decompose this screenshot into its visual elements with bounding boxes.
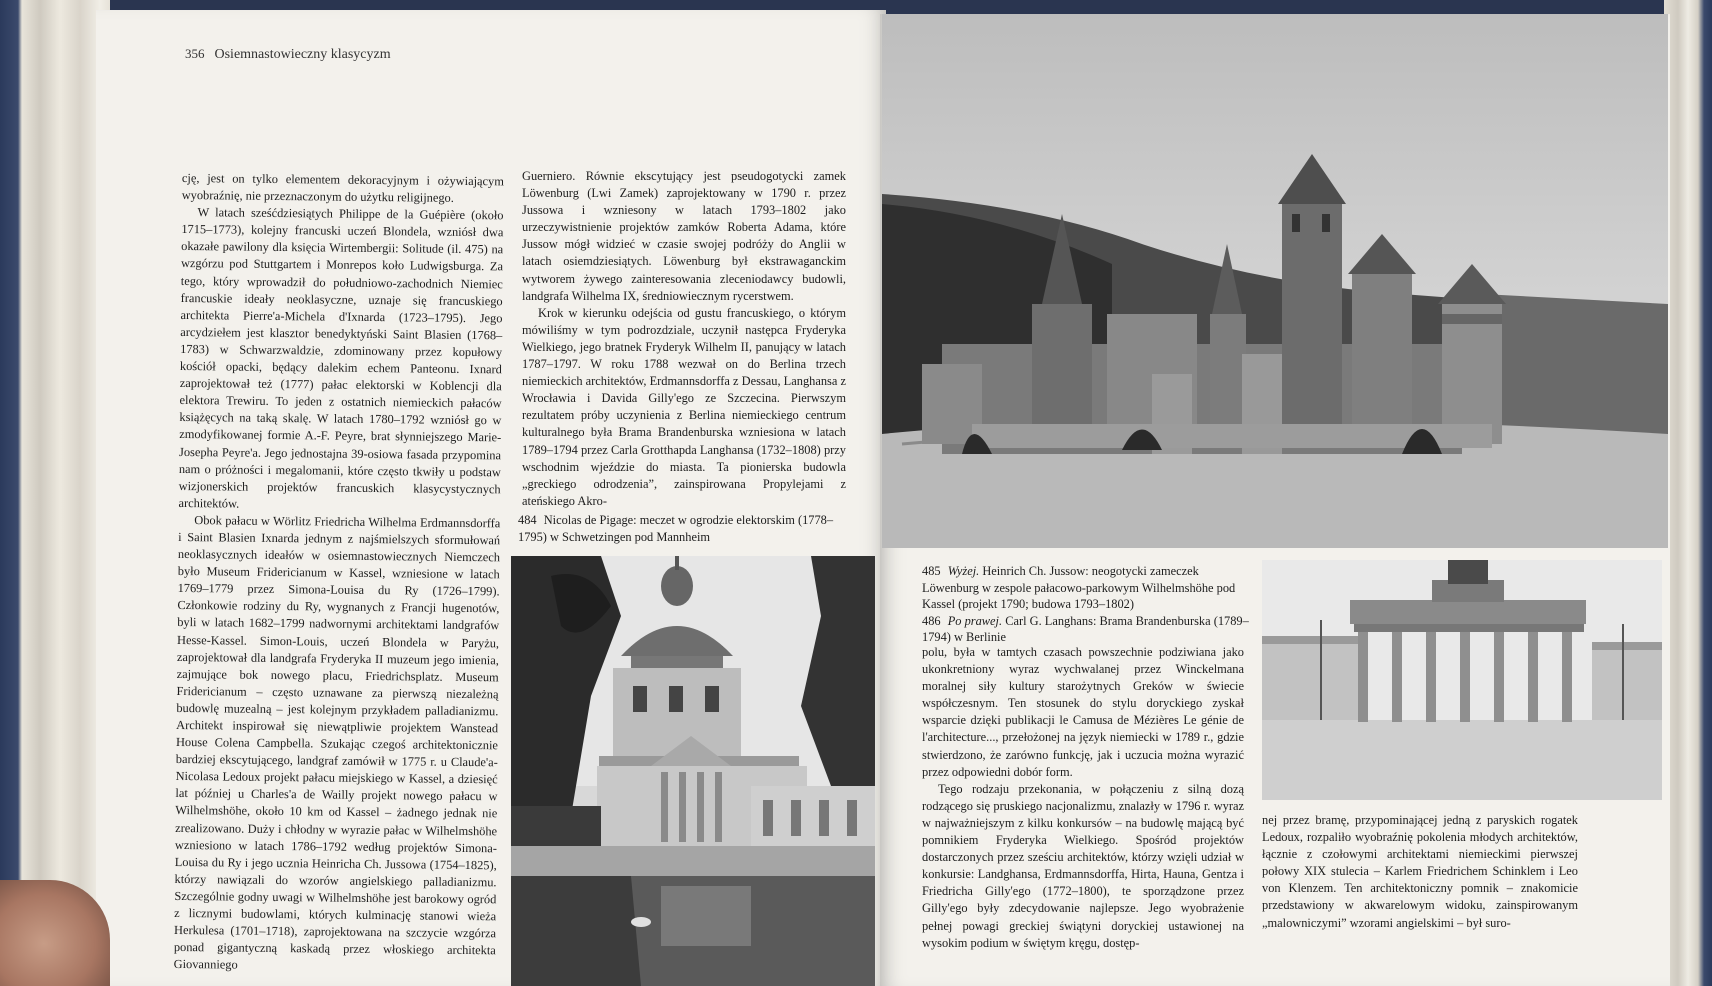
caption-485 — [922, 563, 1252, 613]
photo-mosque-schwetzingen — [511, 556, 875, 986]
photo-lowenburg-castle — [882, 14, 1668, 548]
caption-label: Po prawej. — [947, 613, 1003, 628]
text-column-2 — [522, 168, 846, 510]
chapter-title: Osiemnastowieczny klasycyzm — [214, 47, 391, 62]
caption-text: Nicolas de Pigage: meczet w ogrodzie elektorskim (1778–1795) w Schwetzingen pod Mannheim — [518, 513, 834, 544]
caption-text: Carl G. Langhans: Brama Brandenburska (1789–1794) w Berlinie — [922, 613, 1249, 644]
running-head — [185, 46, 391, 63]
paragraph: nej przez bramę, przypominającej jedną z paryskich rogatek Ledoux, rozpaliło wyobraźnię pokolenia młodych architektów, łącznie z czołowymi architektami niemieckimi pierwszej połowy XIX stulecia – Karlem Friedrichem Schinklem i Leo von Klenzem. Ten architektoniczny pomnik – znakomicie przedstawiony w akwarelowym widoku, zainspirowanym „malowniczymi” wzorami angielskimi – był suro- — [1262, 813, 1578, 930]
caption-486 — [922, 613, 1252, 646]
caption-484 — [518, 512, 848, 545]
photo-brandenburg-gate — [1262, 560, 1662, 800]
paragraph: Krok w kierunku odejścia od gustu francuskiego, o którym mówiliśmy w tym podrozdziale, uczynił następca Fryderyka Wielkiego, jego bratnek Fryderyk Wilhelm II, panujący w latach 1787–1797. W roku 1788 wezwał on do Berlina trzech niemieckich architektów, Erdmannsdorffa z Dessau, Langhansa z Wrocławia i Davida Gilly'ego ze Szczecina. Pierwszym rezultatem próby uczynienia z Berlina niemieckiego centrum kulturalnego była Brama Brandenburska wzniesiona w latach 1789–1794 przez Carla Grotthарda Langhansa (1732–1808) przy wschodnim wjeździe do miasta. Ta pionierska budowla „greckiego odrodzenia”, zainspirowana Propylejami z ateńskiego Akro- — [522, 305, 846, 508]
book-edge-right — [1664, 0, 1712, 986]
caption-label: Wyżej. — [947, 564, 980, 578]
book-edge-left — [0, 0, 110, 986]
caption-485-486 — [922, 563, 1252, 646]
caption-text: Heinrich Ch. Jussow: neogotycki zameczek Löwenburg w zespole pałacowo-parkowym Wilhelmshöhe pod Kassel (projekt 1790; budowa 1793–1802) — [922, 564, 1236, 611]
paragraph: polu, była w tamtych czasach powszechnie podziwiana jako ukonkretniony wyraz wychwalanej przez Winckelmana moralnej siły kultury starożytnych Greków w świecie współczesnym. Ten stosunek do stylu doryckiego zyskał wsparcie dzięki publikacji le Camusa de Mézières Le génie de l'architecture..., przełożonej na język niemiecki w 1789 r., gdzie stwierdzono, że zarówno funkcję, jak i uczucia można wyrazić przez odpowiedni dobór form. — [922, 645, 1244, 779]
figure-number: 485 — [922, 564, 941, 578]
paragraph: Tego rodzaju przekonania, w połączeniu z silną dozą rodzącego się pruskiego nacjonalizmu, znalazły w 1796 r. wyraz w najważniejszym z kilku konkursów – na budowlę mającą być pomnikiem Fryderyka Wielkiego. Spośród projektów dostarczonych przez sześciu architektów, którzy wzięli udział w konkursie: Landghansa, Erdmannsdorffa, Hirta, Hauna, Gentza i Friedricha Gilly'ego (1772–1800), te sporządzone przez Gilly'ego były zdecydowanie najlepsze. Jego wyobrażenie pełnej powagi greckiej świątyni doryckiej ustawionej na wysokim podium w świętym kręgu, dostęp- — [922, 781, 1244, 950]
paragraph: cję, jest on tylko elementem dekoracyjnym i ożywiającym wyobraźnię, nie przeznaczonym do użytku religijnego. — [181, 170, 504, 205]
figure-number: 484 — [518, 513, 537, 527]
paragraph: Guerniero. Równie ekscytujący jest pseudogotycki zamek Löwenburg (Lwi Zamek) zaprojektowany w 1790 r. przez Jussowa i wzniesony w latach 1793–1802 jako urzeczywistnienie projektów zamków Roberta Adama, które Jussow mógł widzieć w czasie swojej podróży do Anglii w latach osiemdziesiątych. Löwenburg był ekstrawaganckim wytworem żywego zainteresowania zleceniodawcy budowli, landgrafa Wilhelma IX, średniowiecznym rycerstwem. — [522, 169, 846, 303]
figure-number: 486 — [922, 613, 941, 628]
text-column-1 — [174, 170, 504, 977]
page-number: 356 — [185, 46, 205, 61]
paragraph: W latach sześćdziesiątych Philippe de la Guépière (około 1715–1773), kolejny francuski uczeń Blondela, wzniósł dwa okazałe pawilony dla księcia Wirtembergii: Solitude (il. 475) na wzgórzu pod Stuttgartem i Monrepos koło Ludwigsburga. Za tego, który wprowadził do południowo-zachodnich Niemiec francuskie ideały neoklasyczne, uznaje się francuskiego architekta Pierre'a-Michela d'Ixnarda (1723–1795). Jego arcydziełem jest klasztor benedyktyński Saint Blasien (1768–1783) w Schwarzwaldzie, zdominowany przez kopułowy kościół opacki, będący dalekim echem Panteonu. Ixnard zaprojektował też (1777) pałac elektorski w Koblencji dla elektora Trewiru. To jeden z ostatnich niemieckich pałaców książęcych na taką skalę. W latach 1780–1792 wzniósł go w zmodyfikowanej formie A.-F. Peyre, brat słynniejszego Marie-Josepha Peyre'a. Jego jednostajna 39-osiowa fasada przypomina nam o próżności i megalomanii, które często tkwiły u podstaw wizjonerskich projektów francuskich klasycystycznych architektów. — [178, 205, 504, 511]
text-column-3 — [922, 644, 1244, 952]
paragraph: Obok pałacu w Wörlitz Friedricha Wilhelma Erdmannsdorffa i Saint Blasien Ixnarda jednym z najśmielszych sformułowań neoklasycznych ideałów w osiemnastowiecznych Niemczech było Museum Fridericianum w Kassel, wzniesione w latach 1769–1779 przez Simona-Louisa du Ry (1726–1799). Członkowie rodziny du Ry, wygnanych z Francji hugenotów, byli w latach 1682–1799 nadwornymi architektami landgrafów Hesse-Kassel. Simon-Louis, uczeń Blondela w Paryżu, zaprojektował dla landgrafa Fryderyka II muzeum jego imienia, zajmujące bok nowego placu, Friedrichsplatz. Museum Fridericianum – często uznawane za pierwszą niezależną budowlę muzealną – jest kolejnym przykładem palladianizmu. Architekt inspirował się niewątpliwie projektem Wanstead House Colena Campbella. Szukając czegoś architektonicznie bardziej ekscytującego, landgraf zamówił w 1775 r. u Claude'a-Nicolasa Ledoux projekt pałacu miejskiego w Kassel, a dziesięć lat później u Charles'a de Wailly projekt nowego pałacu w Wilhelmshöhe, około 10 km od Kassel – żadnego jednak nie zrealizowano. Duży i chłodny w wyrazie pałac w Wilhelmshöhe wzniesiono w latach 1786–1792 według projektów Simona-Louisa du Ry i jego ucznia Heinricha Ch. Jussowa (1754–1825), którzy nawiązali do wzorów angielskiego palladianizmu. Szczególnie godny uwagi w Wilhelmshöhe jest barokowy ogród z licznymi budowlami, których kulminację stanowi wieża Herkulesa (1701–1718), zaprojektowana na szczycie wzgórza ponad gigantyczną kaskadą przez włoskiego architekta Giovanniego — [173, 513, 501, 972]
text-column-4 — [1262, 812, 1578, 932]
